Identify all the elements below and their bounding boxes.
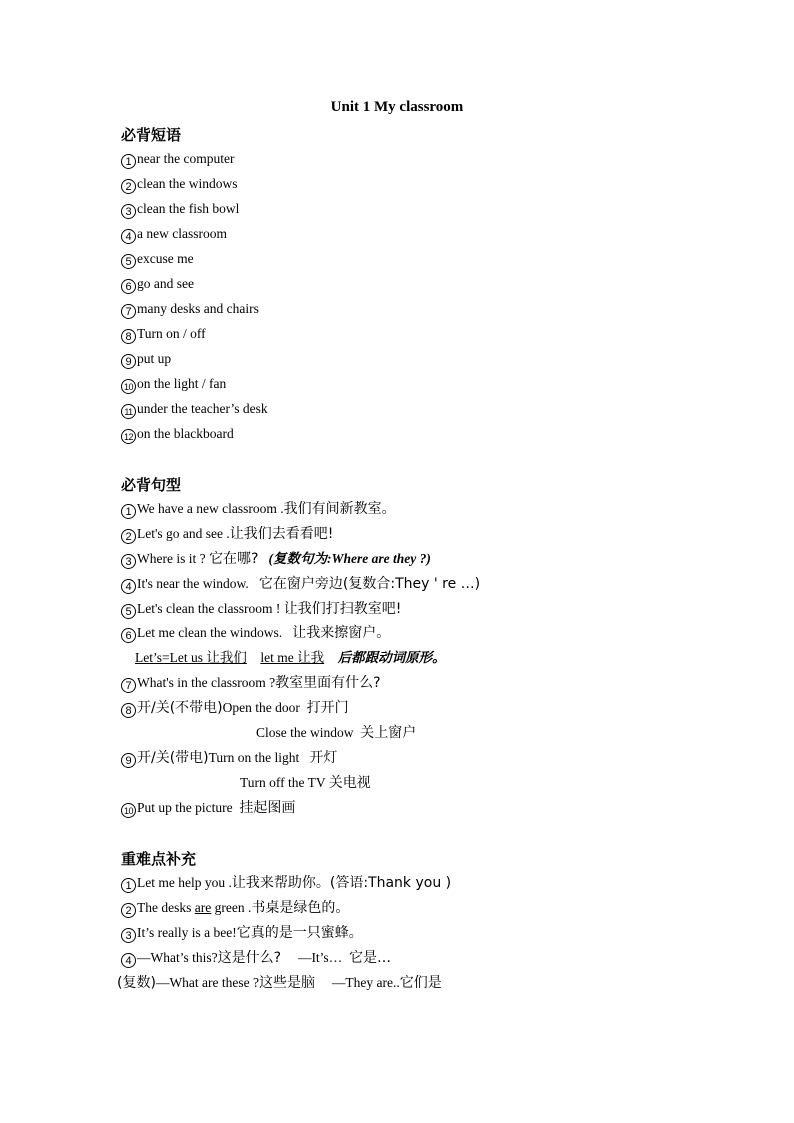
sentence-en: Turn on the light [208, 750, 300, 765]
sentence-en: Turn off the TV [240, 775, 326, 790]
phrase-item [121, 424, 234, 444]
phrase-text: on the light / fan [137, 376, 227, 391]
plural-label: (复数) [117, 975, 156, 991]
sentence-zh: 它在哪? [208, 551, 259, 567]
phrase-text: many desks and chairs [137, 301, 259, 316]
sentence-line [240, 773, 371, 793]
sentence-line [121, 698, 349, 718]
circled-number: 9 [121, 753, 136, 768]
note-verb-base: 后都跟动词原形。 [337, 650, 446, 665]
phrase-item [121, 374, 226, 394]
phrase-text: excuse me [137, 251, 194, 266]
answer-zh: 它是… [348, 950, 391, 966]
circled-number: 10 [121, 379, 136, 394]
sentence-line [121, 948, 391, 968]
section-heading-sentences: 必背句型 [121, 478, 182, 494]
sentence-line [121, 574, 480, 594]
circled-number: 6 [121, 279, 136, 294]
note-let-me: let me 让我 [260, 650, 325, 665]
sentence-line [117, 973, 442, 993]
phrase-text: under the teacher’s desk [137, 401, 268, 416]
circled-number: 1 [121, 504, 136, 519]
circled-number: 1 [121, 154, 136, 169]
circled-number: 10 [121, 803, 136, 818]
sentence-line [121, 623, 390, 643]
phrase-text: a new classroom [137, 226, 227, 241]
sentence-line [121, 873, 451, 893]
circled-number: 2 [121, 529, 136, 544]
phrase-item [121, 149, 234, 169]
sentence-zh: 书桌是绿色的。 [251, 900, 350, 916]
sentence-zh: 打开门 [306, 700, 349, 716]
sentence-en: Open the door [222, 700, 300, 715]
sentence-en: It’s really is a bee! [137, 925, 237, 940]
question-en: —What’s this? [137, 950, 218, 965]
phrase-text: Turn on / off [137, 326, 206, 341]
plural-note: (复数句为:Where are they ?) [268, 551, 431, 566]
circled-number: 2 [121, 179, 136, 194]
sentence-line [121, 748, 337, 768]
circled-number: 12 [121, 429, 136, 444]
circled-number: 1 [121, 878, 136, 893]
sentence-en: Let's clean the classroom ! [137, 601, 281, 616]
sentence-en-post: green . [211, 900, 252, 915]
sentence-en: Let me help you . [137, 875, 232, 890]
answer-en: —They are.. [331, 975, 400, 990]
phrase-item [121, 399, 268, 419]
sentence-zh: 它在窗户旁边(复数合:They ' re …) [258, 576, 481, 592]
question-zh: 这些是脑 [259, 975, 316, 991]
sentence-zh: 让我们去看看吧! [229, 526, 334, 542]
circled-number: 7 [121, 678, 136, 693]
phrase-text: clean the windows [137, 176, 238, 191]
grammar-note [135, 648, 446, 668]
phrase-text: on the blackboard [137, 426, 234, 441]
page-title: Unit 1 My classroom [330, 99, 464, 115]
sentence-zh: 教室里面有什么? [275, 675, 381, 691]
sentence-line [121, 499, 396, 519]
phrase-item [121, 349, 171, 369]
answer-en: —It’s… [297, 950, 343, 965]
section-heading-key-points: 重难点补充 [121, 852, 197, 868]
sentence-zh: 让我们打扫教室吧! [283, 601, 402, 617]
phrase-item [121, 174, 237, 194]
section-heading-phrases: 必背短语 [121, 128, 182, 144]
sentence-en: We have a new classroom . [137, 501, 284, 516]
answer-zh: 它们是 [399, 975, 442, 991]
circled-number: 7 [121, 304, 136, 319]
sentence-line [121, 599, 401, 619]
sentence-en: What's in the classroom ? [137, 675, 276, 690]
question-en: —What are these ? [155, 975, 260, 990]
sentence-zh: 关上窗户 [360, 725, 417, 741]
sentence-zh: 开灯 [309, 750, 338, 766]
circled-number: 4 [121, 953, 136, 968]
circled-number: 2 [121, 903, 136, 918]
sentence-line [256, 723, 416, 743]
sentence-label: 开/关(不带电) [137, 700, 223, 716]
sentence-line [121, 549, 431, 569]
sentence-en: It's near the window. [137, 576, 249, 591]
circled-number: 8 [121, 703, 136, 718]
phrase-text: clean the fish bowl [137, 201, 240, 216]
phrase-item [121, 224, 227, 244]
circled-number: 5 [121, 254, 136, 269]
phrase-text: go and see [137, 276, 194, 291]
circled-number: 3 [121, 928, 136, 943]
sentence-zh: 关电视 [328, 775, 371, 791]
sentence-zh: 让我来帮助你。(答语:Thank you ) [231, 875, 452, 891]
phrase-item [121, 324, 206, 344]
sentence-line [121, 798, 295, 818]
phrase-item [121, 249, 194, 269]
phrase-item [121, 274, 194, 294]
sentence-en: Close the window [256, 725, 354, 740]
sentence-line [121, 673, 381, 693]
circled-number: 3 [121, 554, 136, 569]
circled-number: 4 [121, 579, 136, 594]
sentence-line [121, 898, 349, 918]
sentence-en: Where is it ? [137, 551, 206, 566]
sentence-en: Put up the picture [137, 800, 233, 815]
note-lets: Let’s=Let us 让我们 [135, 650, 247, 665]
phrase-text: near the computer [137, 151, 235, 166]
sentence-label: 开/关(带电) [137, 750, 209, 766]
sentence-en: Let's go and see . [137, 526, 230, 541]
sentence-zh: 它真的是一只蜜蜂。 [236, 925, 363, 941]
circled-number: 9 [121, 354, 136, 369]
sentence-en-pre: The desks [137, 900, 195, 915]
sentence-line [121, 524, 333, 544]
phrase-item [121, 199, 239, 219]
phrase-text: put up [137, 351, 172, 366]
question-zh: 这是什么? [217, 950, 282, 966]
sentence-en: Let me clean the windows. [137, 625, 283, 640]
circled-number: 4 [121, 229, 136, 244]
sentence-line [121, 923, 363, 943]
circled-number: 5 [121, 604, 136, 619]
circled-number: 11 [121, 404, 136, 419]
circled-number: 6 [121, 628, 136, 643]
sentence-zh: 我们有间新教室。 [283, 501, 396, 517]
underlined-are: are [194, 900, 212, 915]
sentence-zh: 让我来擦窗户。 [292, 625, 391, 641]
sentence-zh: 挂起图画 [239, 800, 296, 816]
circled-number: 8 [121, 329, 136, 344]
phrase-item [121, 299, 259, 319]
circled-number: 3 [121, 204, 136, 219]
